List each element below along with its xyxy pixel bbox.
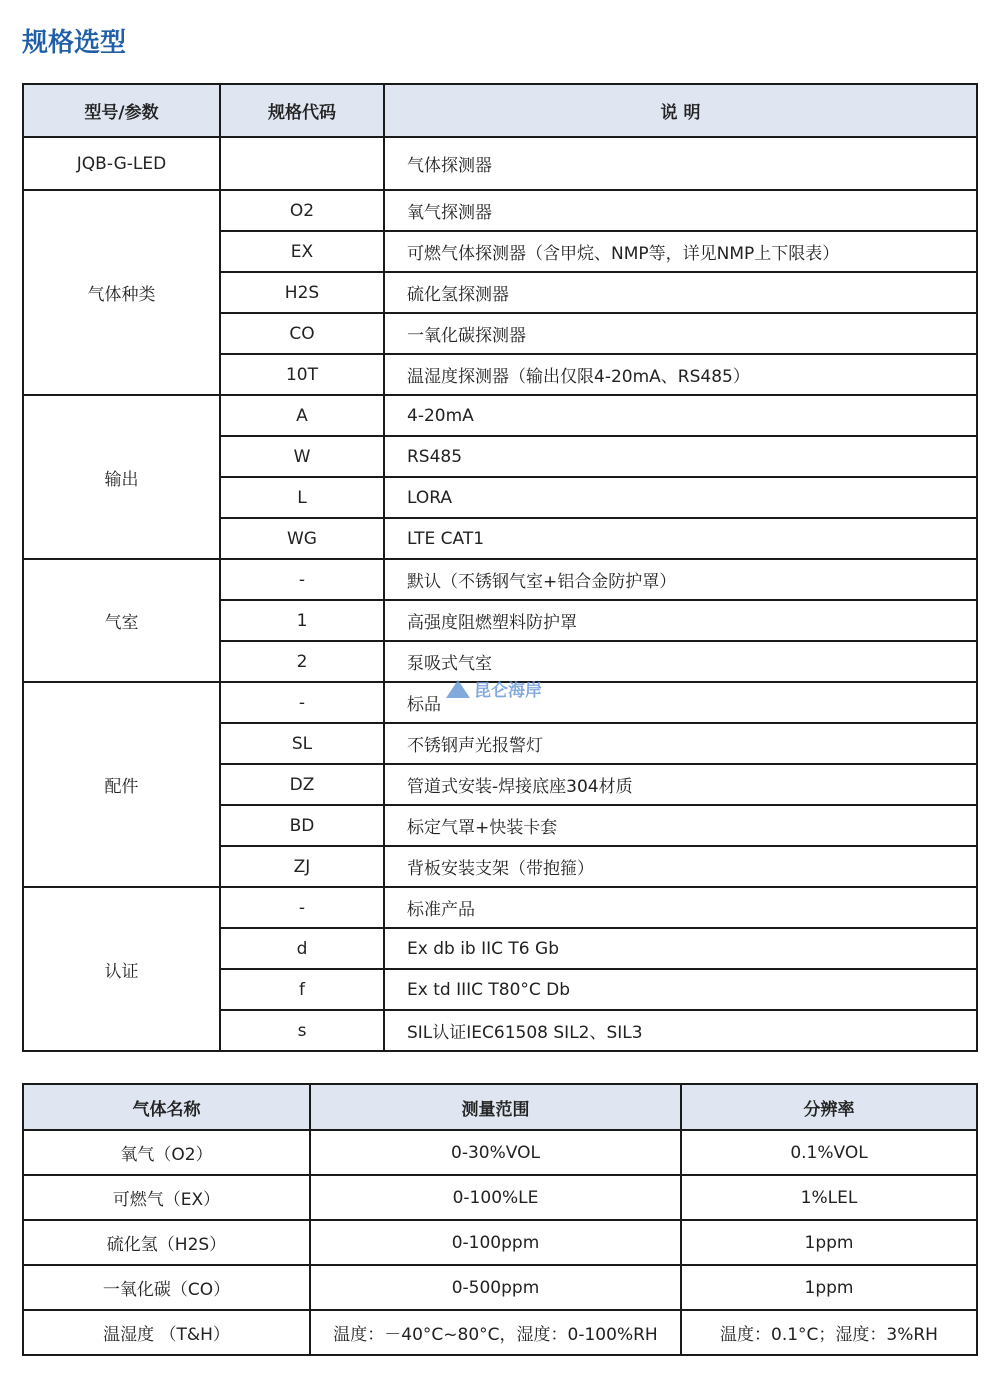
spec-desc: 温湿度探测器（输出仅限4-20mA、RS485）: [384, 354, 977, 395]
spec-desc: 管道式安装-焊接底座304材质: [384, 764, 977, 805]
spec-desc: 高强度阻燃塑料防护罩: [384, 600, 977, 641]
spec-desc: 标品: [384, 682, 977, 723]
range-row: [23, 1265, 977, 1310]
model-row: [23, 137, 977, 190]
spec-desc: 氧气探测器: [384, 190, 977, 231]
spec-code: WG: [220, 518, 384, 559]
spec-desc: 不锈钢声光报警灯: [384, 723, 977, 764]
resolution: 温度：0.1°C；湿度：3%RH: [681, 1310, 977, 1355]
spec-row: [23, 559, 977, 600]
spec-row: [23, 395, 977, 436]
spec-header-row: [23, 84, 977, 137]
gas-name: 氧气（O2）: [23, 1130, 310, 1175]
measure-range: 0-100ppm: [310, 1220, 681, 1265]
spec-body: [23, 137, 977, 1051]
spec-row: [23, 682, 977, 723]
model-desc: 气体探测器: [384, 137, 977, 190]
spec-code: L: [220, 477, 384, 518]
spec-header-desc: 说 明: [384, 84, 977, 137]
range-header-resolution: 分辨率: [681, 1084, 977, 1130]
spec-code: CO: [220, 313, 384, 354]
spec-code: BD: [220, 805, 384, 846]
measure-range: 0-500ppm: [310, 1265, 681, 1310]
spec-desc: RS485: [384, 436, 977, 477]
spec-code: H2S: [220, 272, 384, 313]
spec-row: [23, 887, 977, 928]
gas-name: 一氧化碳（CO）: [23, 1265, 310, 1310]
spec-code: SL: [220, 723, 384, 764]
spec-code: EX: [220, 231, 384, 272]
spec-code: ZJ: [220, 846, 384, 887]
spec-header-model: 型号/参数: [23, 84, 220, 137]
spec-group-label: 配件: [23, 682, 220, 887]
range-header-range: 测量范围: [310, 1084, 681, 1130]
spec-code: 1: [220, 600, 384, 641]
resolution: 1ppm: [681, 1265, 977, 1310]
gas-name: 温湿度 （T&H）: [23, 1310, 310, 1355]
spec-desc: Ex db ib IIC T6 Gb: [384, 928, 977, 969]
spec-desc: Ex td IIIC T80°C Db: [384, 969, 977, 1010]
spec-code: 2: [220, 641, 384, 682]
spec-group-label: 输出: [23, 395, 220, 559]
spec-desc: 标准产品: [384, 887, 977, 928]
spec-table: [22, 83, 978, 1052]
range-row: [23, 1310, 977, 1355]
spec-group-label: 气体种类: [23, 190, 220, 395]
range-row: [23, 1130, 977, 1175]
range-body: [23, 1130, 977, 1355]
spec-desc: LORA: [384, 477, 977, 518]
spec-desc: 一氧化碳探测器: [384, 313, 977, 354]
resolution: 1%LEL: [681, 1175, 977, 1220]
measure-range: 0-100%LE: [310, 1175, 681, 1220]
range-row: [23, 1175, 977, 1220]
spec-desc: 标定气罩+快装卡套: [384, 805, 977, 846]
spec-code: O2: [220, 190, 384, 231]
spec-code: s: [220, 1010, 384, 1051]
spec-desc: SIL认证IEC61508 SIL2、SIL3: [384, 1010, 977, 1051]
gas-name: 硫化氢（H2S）: [23, 1220, 310, 1265]
model-name: JQB-G-LED: [23, 137, 220, 190]
spec-desc: 泵吸式气室: [384, 641, 977, 682]
spec-desc: 背板安装支架（带抱箍）: [384, 846, 977, 887]
spec-code: d: [220, 928, 384, 969]
spec-header-code: 规格代码: [220, 84, 384, 137]
spec-code: f: [220, 969, 384, 1010]
page-title: 规格选型: [22, 28, 127, 58]
watermark-text: 昆仑海岸: [474, 681, 542, 701]
model-code: [220, 137, 384, 190]
spec-desc: 4-20mA: [384, 395, 977, 436]
spec-group-label: 认证: [23, 887, 220, 1051]
range-header-gas: 气体名称: [23, 1084, 310, 1130]
spec-code: 10T: [220, 354, 384, 395]
spec-desc: 硫化氢探测器: [384, 272, 977, 313]
range-header-row: [23, 1084, 977, 1130]
spec-code: W: [220, 436, 384, 477]
spec-code: -: [220, 559, 384, 600]
range-table: [22, 1083, 978, 1356]
gas-name: 可燃气（EX）: [23, 1175, 310, 1220]
spec-desc: 默认（不锈钢气室+铝合金防护罩）: [384, 559, 977, 600]
spec-group-label: 气室: [23, 559, 220, 682]
spec-row: [23, 190, 977, 231]
measure-range: 0-30%VOL: [310, 1130, 681, 1175]
spec-code: DZ: [220, 764, 384, 805]
resolution: 1ppm: [681, 1220, 977, 1265]
spec-desc: 可燃气体探测器（含甲烷、NMP等，详见NMP上下限表）: [384, 231, 977, 272]
spec-code: A: [220, 395, 384, 436]
spec-desc: LTE CAT1: [384, 518, 977, 559]
range-row: [23, 1220, 977, 1265]
measure-range: 温度：－40°C~80°C，湿度：0-100%RH: [310, 1310, 681, 1355]
resolution: 0.1%VOL: [681, 1130, 977, 1175]
spec-code: -: [220, 887, 384, 928]
spec-code: -: [220, 682, 384, 723]
